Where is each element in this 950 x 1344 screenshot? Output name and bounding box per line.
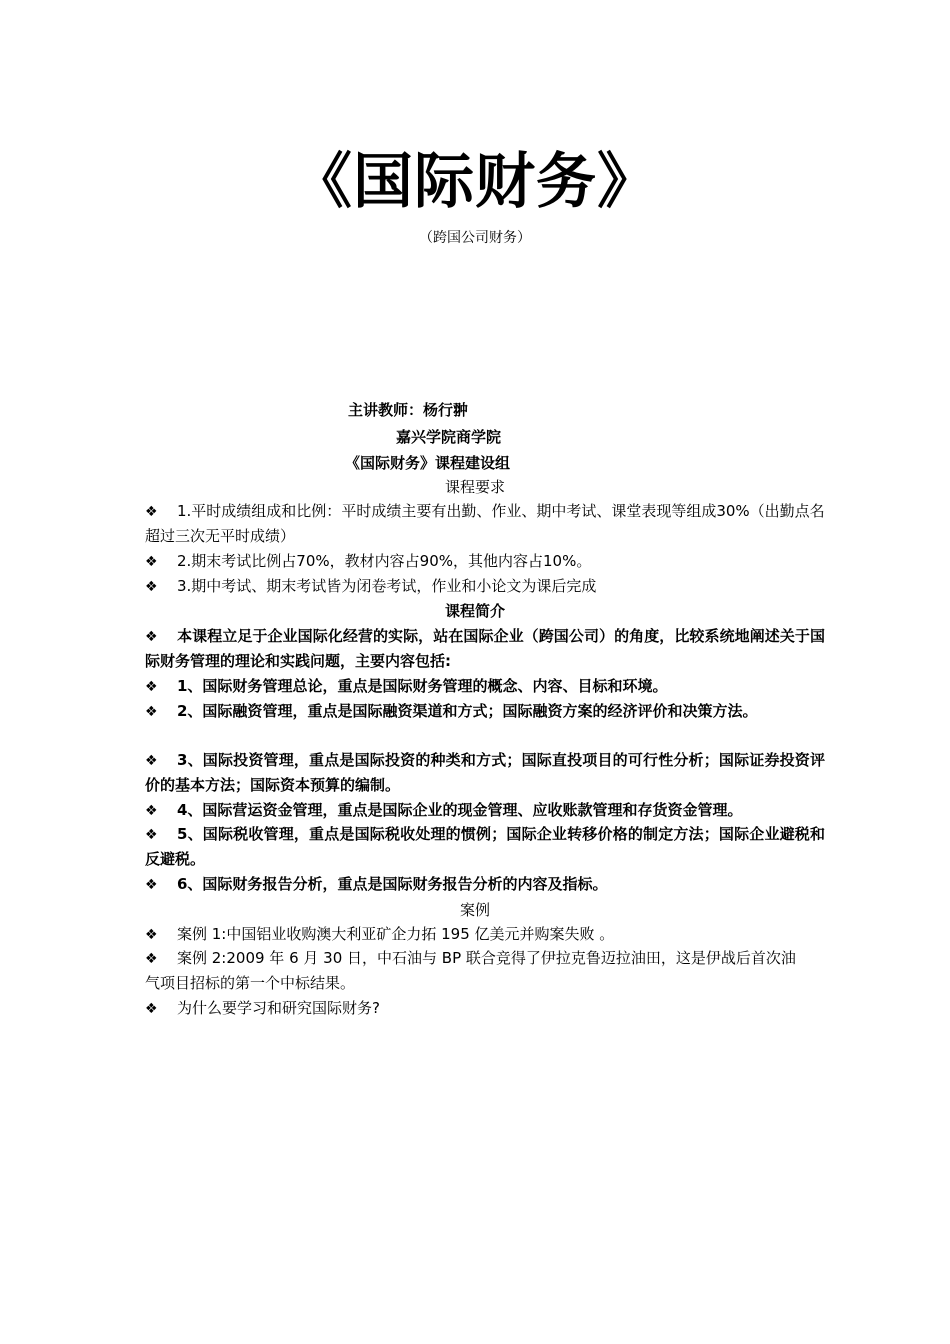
bullet-diamond-icon: ❖	[145, 504, 158, 520]
lecturer-line: 主讲教师：杨行翀	[348, 401, 469, 419]
list-item: ❖ 2.期末考试比例占70%，教材内容占90%，其他内容占10%。	[145, 549, 825, 574]
group-line: 《国际财务》课程建设组	[345, 454, 511, 472]
cases-heading: 案例	[459, 901, 490, 919]
bullet-diamond-icon: ❖	[145, 877, 158, 893]
list-item: ❖ 本课程立足于企业国际化经营的实际，站在国际企业（跨国公司）的角度，比较系统地阐述关于国际财务管理的理论和实践问题，主要内容包括:	[145, 627, 825, 670]
bullet-diamond-icon: ❖	[145, 753, 158, 769]
bullet-diamond-icon: ❖	[145, 803, 158, 819]
list-item: ❖ 1.平时成绩组成和比例：平时成绩主要有出勤、作业、期中考试、课堂表现等组成30%（出勤点名超过三次无平时成绩）	[145, 502, 825, 545]
school-line: 嘉兴学院商学院	[396, 428, 502, 446]
document-subtitle: （跨国公司财务）	[419, 230, 531, 246]
bullet-diamond-icon: ❖	[145, 951, 158, 967]
list-item: ❖ 5、国际税收管理，重点是国际税收处理的惯例；国际企业转移价格的制定方法；国际企业避税和反避税。	[145, 825, 825, 868]
list-item: ❖ 4、国际营运资金管理，重点是国际企业的现金管理、应收账款管理和存货资金管理。	[145, 798, 825, 823]
list-item: ❖ 案例 1:中国铝业收购澳大利亚矿企力拓 195 亿美元并购案失败 。	[145, 922, 825, 947]
bullet-diamond-icon: ❖	[145, 927, 158, 943]
list-item: ❖ 为什么要学习和研究国际财务?	[145, 996, 825, 1021]
requirements-heading: 课程要求	[444, 478, 505, 496]
bullet-diamond-icon: ❖	[145, 629, 158, 645]
bullet-diamond-icon: ❖	[145, 827, 158, 843]
intro-heading: 课程简介	[444, 602, 505, 620]
bullet-diamond-icon: ❖	[145, 579, 158, 595]
list-item: ❖ 2、国际融资管理，重点是国际融资渠道和方式；国际融资方案的经济评价和决策方法。	[145, 699, 835, 724]
list-item: ❖ 3.期中考试、期末考试皆为闭卷考试，作业和小论文为课后完成	[145, 574, 825, 599]
bullet-diamond-icon: ❖	[145, 554, 158, 570]
bullet-diamond-icon: ❖	[145, 679, 158, 695]
bullet-diamond-icon: ❖	[145, 704, 158, 720]
list-item: ❖ 案例 2:2009 年 6 月 30 日，中石油与 BP 联合竞得了伊拉克鲁迈拉油田，这是伊战后首次油气项目招标的第一个中标结果。	[145, 949, 796, 992]
list-item: ❖ 3、国际投资管理，重点是国际投资的种类和方式；国际直投项目的可行性分析；国际证券投资评价的基本方法；国际资本预算的编制。	[145, 751, 825, 794]
document-title: 《国际财务》	[292, 147, 658, 217]
bullet-diamond-icon: ❖	[145, 1001, 158, 1017]
list-item: ❖ 1、国际财务管理总论，重点是国际财务管理的概念、内容、目标和环境。	[145, 674, 825, 699]
list-item: ❖ 6、国际财务报告分析，重点是国际财务报告分析的内容及指标。	[145, 872, 825, 897]
